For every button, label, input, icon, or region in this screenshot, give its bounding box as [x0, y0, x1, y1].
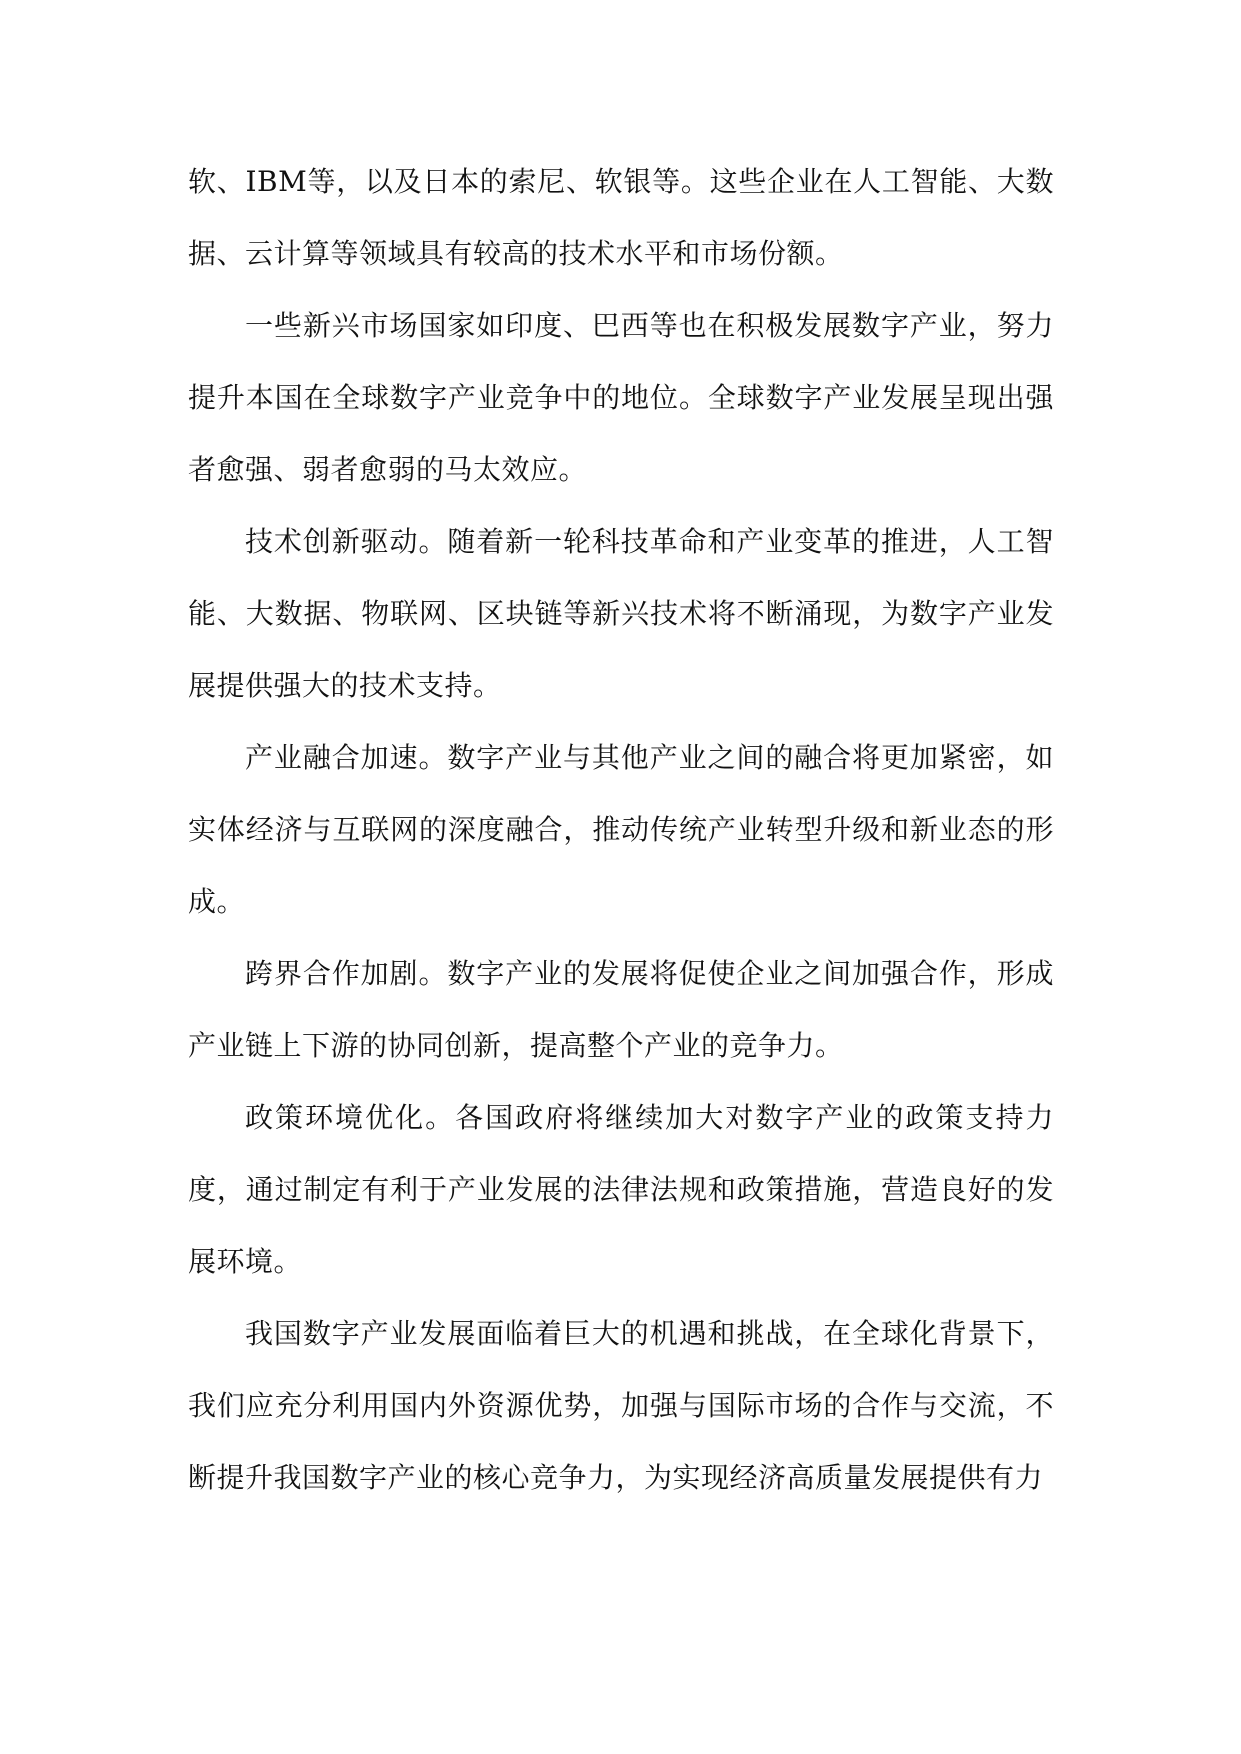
- document-body: [188, 146, 1054, 1514]
- paragraph-7: 我国数字产业发展面临着巨大的机遇和挑战，在全球化背景下，我们应充分利用国内外资源优势，加强与国际市场的合作与交流，不断提升我国数字产业的核心竞争力，为实现经济高质量发展提供有力: [188, 1317, 1054, 1494]
- paragraph-4: 产业融合加速。数字产业与其他产业之间的融合将更加紧密，如实体经济与互联网的深度融合，推动传统产业转型升级和新业态的形成。: [188, 741, 1054, 918]
- paragraph-1: 软、IBM等，以及日本的索尼、软银等。这些企业在人工智能、大数据、云计算等领域具有较高的技术水平和市场份额。: [188, 165, 1054, 270]
- paragraph-3: 技术创新驱动。随着新一轮科技革命和产业变革的推进，人工智能、大数据、物联网、区块链等新兴技术将不断涌现，为数字产业发展提供强大的技术支持。: [188, 525, 1054, 702]
- paragraph-6: 政策环境优化。各国政府将继续加大对数字产业的政策支持力度，通过制定有利于产业发展的法律法规和政策措施，营造良好的发展环境。: [188, 1101, 1054, 1278]
- paragraph-2: 一些新兴市场国家如印度、巴西等也在积极发展数字产业，努力提升本国在全球数字产业竞争中的地位。全球数字产业发展呈现出强者愈强、弱者愈弱的马太效应。: [188, 309, 1054, 486]
- paragraph-5: 跨界合作加剧。数字产业的发展将促使企业之间加强合作，形成产业链上下游的协同创新，提高整个产业的竞争力。: [188, 957, 1054, 1062]
